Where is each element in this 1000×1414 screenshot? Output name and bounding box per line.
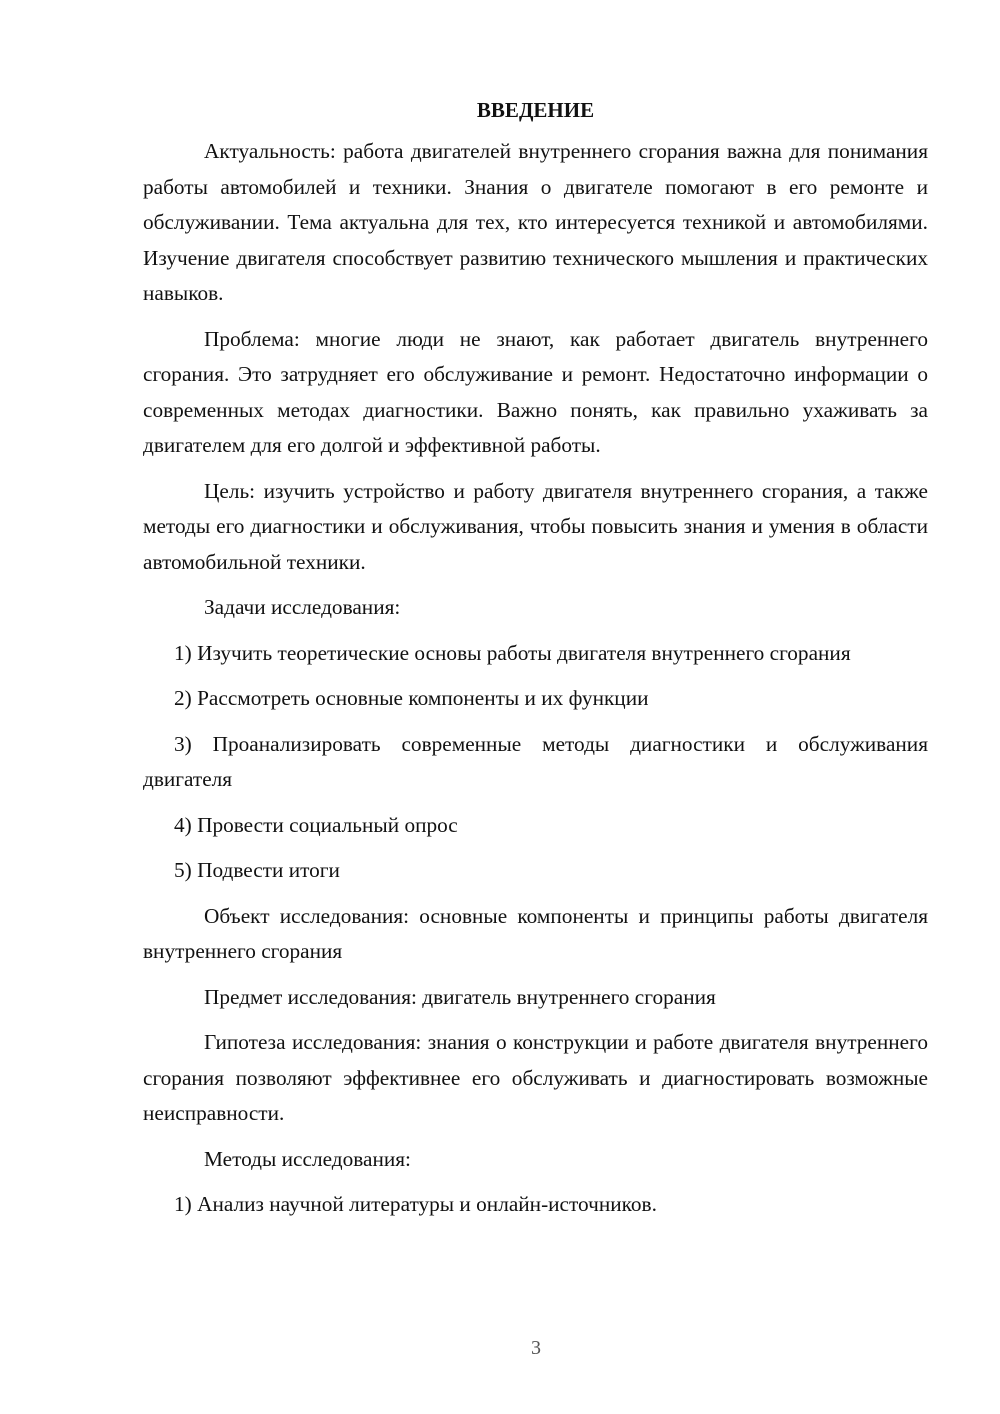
paragraph-relevance: Актуальность: работа двигателей внутреннего сгорания важна для понимания работы автомобилей и техники. Знания о двигателе помогают в его ремонте и обслуживании. Тема актуальна для тех, кто интересуется техникой и автомобилями. Изучение двигателя способствует развитию технического мышления и практических навыков. [143,139,928,305]
paragraph-problem: Проблема: многие люди не знают, как работает двигатель внутреннего сгорания. Это затрудняет его обслуживание и ремонт. Недостаточно информации о современных методах диагностики. Важно понять, как правильно ухаживать за двигателем для его долгой и эффективной работы. [143,326,928,457]
paragraph-object: Объект исследования: основные компоненты и принципы работы двигателя внутреннего сгорания [143,903,928,963]
paragraph-tasks-heading: Задачи исследования: [204,595,401,619]
task-item-4: 4) Провести социальный опрос [174,812,458,837]
method-item-1: 1) Анализ научной литературы и онлайн-источников. [174,1192,657,1216]
paragraph-hypothesis: Гипотеза исследования: знания о конструкции и работе двигателя внутреннего сгорания позволяют эффективнее его обслуживать и диагностировать возможные неисправности. [143,1030,928,1125]
task-item-5: 5) Подвести итоги [174,858,340,882]
paragraph-subject: Предмет исследования: двигатель внутреннего сгорания [204,984,716,1009]
task-item-1: 1) Изучить теоретические основы работы двигателя внутреннего сгорания [174,640,851,665]
page-content [143,93,928,1233]
paragraph-methods-heading: Методы исследования: [204,1146,411,1171]
task-item-3: 3) Проанализировать современные методы диагностики и обслуживания двигателя [143,731,928,791]
paragraph-goal: Цель: изучить устройство и работу двигателя внутреннего сгорания, а также методы его диагностики и обслуживания, чтобы повысить знания и умения в области автомобильной техники. [143,478,928,574]
page-number: 3 [531,1337,541,1359]
task-item-2: 2) Рассмотреть основные компоненты и их функции [174,686,649,710]
section-title: ВВЕДЕНИЕ [476,98,595,122]
